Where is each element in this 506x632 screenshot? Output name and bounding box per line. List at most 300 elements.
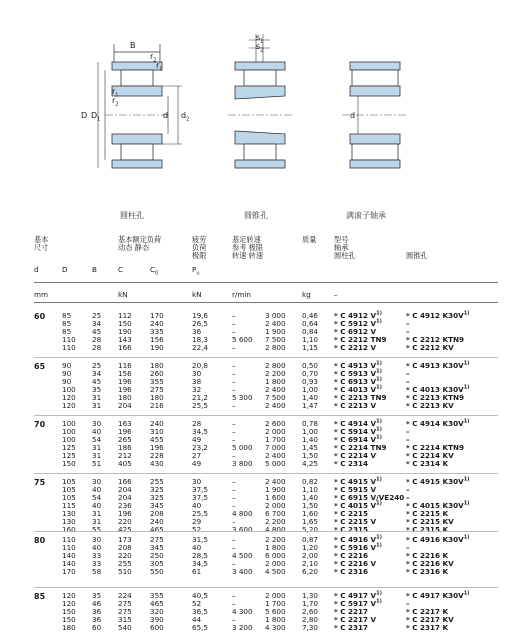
cell-c: 220: [118, 517, 132, 526]
cell-c: 163: [118, 419, 132, 428]
cell-designation-tapered: –: [406, 327, 410, 336]
cell-designation-cylindrical: * C 2212 V: [334, 343, 377, 352]
unit-rmin: r/min: [232, 290, 251, 299]
header-sym-c: C: [118, 265, 124, 274]
cell-pu: 19,6: [192, 311, 209, 320]
group-bore-diameter: 75: [34, 478, 46, 487]
cell-pu: 40: [192, 543, 202, 552]
cell-lim: 2 400: [265, 401, 286, 410]
cell-m: 6,20: [302, 567, 319, 576]
cell-c0: 355: [150, 591, 164, 600]
table-row: [0, 478, 506, 486]
cell-designation-tapered: * C 4915 $K30V^{1)}$: [406, 476, 470, 486]
cell-lim: 2 000: [265, 501, 286, 510]
cell-designation-tapered: * C 2214 KTN9: [406, 443, 465, 452]
cylindrical-bore-drawing: [0, 0, 200, 205]
cell-c: 315: [118, 615, 132, 624]
cell-designation-cylindrical: * C 2217 V: [334, 615, 377, 624]
cell-lim: 1 800: [265, 377, 286, 386]
cell-designation-tapered: –: [406, 377, 410, 386]
cell-c: 236: [118, 501, 132, 510]
group-bore-diameter: 80: [34, 536, 46, 545]
cell-c: 204: [118, 485, 132, 494]
cell-lim: 1 900: [265, 327, 286, 336]
cell-d: 125: [62, 443, 76, 452]
cell-lim: 6 000: [265, 551, 286, 560]
cell-d: 130: [62, 517, 76, 526]
cell-designation-tapered: * C 4917 $K30V^{1)}$: [406, 590, 470, 600]
cell-lim: 4 300: [265, 623, 286, 632]
cell-designation-tapered: * C 2217 K: [406, 607, 449, 616]
cell-c: 116: [118, 361, 132, 370]
cell-lim: 7 500: [265, 393, 286, 402]
cell-c0: 430: [150, 459, 164, 468]
cell-c0: 390: [150, 615, 164, 624]
table-row: [0, 624, 506, 632]
cell-designation-cylindrical: * C 4914 $V^{1)}$: [334, 418, 382, 428]
cell-d: 85: [62, 311, 72, 320]
cell-m: 1,15: [302, 343, 319, 352]
cell-pu: 25,5: [192, 401, 209, 410]
cell-ref: 5 300: [232, 393, 253, 402]
cell-pu: 49: [192, 459, 202, 468]
cell-c: 190: [118, 327, 132, 336]
cell-b: 54: [92, 493, 102, 502]
cell-designation-tapered: * C 2216 KV: [406, 559, 454, 568]
cell-ref: 5 600: [232, 335, 253, 344]
cell-ref: –: [232, 369, 236, 378]
cell-pu: 34,5: [192, 559, 209, 568]
cell-lim: 2 200: [265, 535, 286, 544]
table-row: [0, 402, 506, 410]
cell-c: 196: [118, 385, 132, 394]
cell-c: 510: [118, 567, 132, 576]
cell-d: 115: [62, 501, 76, 510]
cell-designation-tapered: * C 4015 $K30V^{1)}$: [406, 500, 470, 510]
cell-m: 1,40: [302, 393, 319, 402]
cell-d: 120: [62, 393, 76, 402]
cell-m: 1,40: [302, 435, 319, 444]
cell-ref: –: [232, 435, 236, 444]
cell-c: 196: [118, 509, 132, 518]
cell-pu: 52: [192, 599, 202, 608]
cell-c0: 305: [150, 559, 164, 568]
cell-d: 110: [62, 335, 76, 344]
cell-pu: 52: [192, 525, 202, 534]
cell-b: 31: [92, 517, 102, 526]
cell-designation-cylindrical: * C 2212 TN9: [334, 335, 387, 344]
caption-cylindrical-bore: 圆柱孔: [120, 211, 144, 220]
cell-b: 31: [92, 451, 102, 460]
cell-lim: 4 800: [265, 525, 286, 534]
cell-ref: –: [232, 493, 236, 502]
cell-c0: 170: [150, 311, 164, 320]
cell-c0: 240: [150, 517, 164, 526]
cell-m: 2,10: [302, 559, 319, 568]
unit-mm: mm: [34, 290, 49, 299]
cell-d: 100: [62, 419, 76, 428]
cell-c: 212: [118, 451, 132, 460]
cell-designation-cylindrical: * C 4912 $V^{1)}$: [334, 310, 382, 320]
cell-ref: –: [232, 451, 236, 460]
table-row: [0, 362, 506, 370]
header-sym-b: B: [92, 265, 97, 274]
tapered-bore-drawing: [200, 0, 330, 205]
dimension-d1-label: $D_1$: [91, 111, 101, 123]
cell-designation-cylindrical: * C 4917 $V^{1)}$: [334, 590, 382, 600]
cell-designation-cylindrical: * C 6915 V/VE240: [334, 493, 405, 502]
cell-designation-tapered: * C 2217 KV: [406, 615, 454, 624]
cell-ref: –: [232, 615, 236, 624]
cell-d: 100: [62, 427, 76, 436]
cell-designation-tapered: * C 2214 KV: [406, 451, 454, 460]
cell-m: 1,70: [302, 599, 319, 608]
cell-pu: 61: [192, 567, 202, 576]
cell-lim: 2 800: [265, 343, 286, 352]
cell-lim: 2 000: [265, 591, 286, 600]
cell-b: 45: [92, 377, 102, 386]
unit-dash: –: [334, 290, 338, 299]
cell-ref: 4 500: [232, 551, 253, 560]
cell-d: 85: [62, 319, 72, 328]
cell-m: 1,00: [302, 385, 319, 394]
cell-designation-cylindrical: * C 4916 $V^{1)}$: [334, 534, 382, 544]
cell-c: 425: [118, 525, 132, 534]
cell-d: 120: [62, 599, 76, 608]
cell-ref: –: [232, 385, 236, 394]
cell-m: 5,20: [302, 525, 319, 534]
cell-m: 2,00: [302, 551, 319, 560]
cell-designation-tapered: –: [406, 435, 410, 444]
cell-c: 196: [118, 377, 132, 386]
cell-b: 33: [92, 551, 102, 560]
cell-b: 34: [92, 319, 102, 328]
group-divider: [34, 415, 498, 416]
header-load-ratings: 基本额定负荷 动态 静态: [118, 235, 162, 252]
cell-pu: 37,5: [192, 493, 209, 502]
dimension-s1-label: $s_1$: [256, 33, 264, 45]
cell-designation-tapered: –: [406, 427, 410, 436]
cell-designation-cylindrical: * C 2214 V: [334, 451, 377, 460]
header-fatigue-load: 疲劳 负荷 极限: [192, 235, 207, 260]
unit-kn-fatigue: kN: [192, 290, 202, 299]
cell-b: 25: [92, 361, 102, 370]
cell-pu: 26,5: [192, 319, 209, 328]
cell-designation-cylindrical: * C 2317: [334, 623, 369, 632]
cell-m: 1,65: [302, 517, 319, 526]
cell-m: 1,00: [302, 427, 319, 436]
cell-m: 0,78: [302, 419, 319, 428]
cell-designation-tapered: * C 2316 K: [406, 567, 449, 576]
cell-lim: 1 700: [265, 435, 286, 444]
cell-d: 90: [62, 377, 72, 386]
cell-pu: 18,3: [192, 335, 209, 344]
cell-d: 160: [62, 525, 76, 534]
cell-b: 31: [92, 393, 102, 402]
dimension-d-outer-label: D: [81, 111, 88, 120]
cell-ref: –: [232, 501, 236, 510]
cell-designation-tapered: * C 2213 KV: [406, 401, 454, 410]
cell-c: 540: [118, 623, 132, 632]
figure-tapered-bore: [200, 0, 330, 225]
cell-c0: 240: [150, 419, 164, 428]
cell-lim: 2 200: [265, 369, 286, 378]
cell-c0: 345: [150, 501, 164, 510]
cell-designation-cylindrical: * C 2215: [334, 509, 369, 518]
cell-c0: 190: [150, 343, 164, 352]
cell-c0: 465: [150, 599, 164, 608]
cell-pu: 25,5: [192, 509, 209, 518]
cell-designation-tapered: –: [406, 599, 410, 608]
cell-designation-tapered: * C 2317 K: [406, 623, 449, 632]
cell-d: 110: [62, 543, 76, 552]
full-complement-drawing: [330, 0, 450, 205]
cell-c: 220: [118, 551, 132, 560]
cell-c0: 156: [150, 335, 164, 344]
cell-lim: 7 000: [265, 443, 286, 452]
cell-c: 173: [118, 535, 132, 544]
cell-lim: 3 000: [265, 311, 286, 320]
cell-designation-cylindrical: * C 2316: [334, 567, 369, 576]
cell-pu: 36: [192, 327, 202, 336]
cell-d: 120: [62, 401, 76, 410]
cell-d: 105: [62, 493, 76, 502]
header-sym-d: d: [34, 265, 39, 274]
cell-designation-cylindrical: * C 2314: [334, 459, 369, 468]
cell-m: 0,93: [302, 377, 319, 386]
cell-designation-tapered: * C 4013 $K30V^{1)}$: [406, 384, 470, 394]
dimension-r2-inner-label: $r_2$: [112, 96, 119, 108]
cell-d: 120: [62, 591, 76, 600]
table-row: [0, 486, 506, 494]
caption-full-complement: 满滚子轴承: [346, 211, 386, 220]
cell-designation-cylindrical: * C 4013 $V^{1)}$: [334, 384, 382, 394]
cell-designation-tapered: –: [406, 543, 410, 552]
cell-b: 46: [92, 599, 102, 608]
cell-designation-cylindrical: * C 6914 $V^{1)}$: [334, 434, 382, 444]
cell-m: 1,40: [302, 493, 319, 502]
cell-b: 40: [92, 485, 102, 494]
cell-pu: 21,2: [192, 393, 209, 402]
cell-ref: –: [232, 517, 236, 526]
cell-c: 112: [118, 311, 132, 320]
cell-pu: 30: [192, 369, 202, 378]
unit-kn-load: kN: [118, 290, 128, 299]
cell-pu: 28,5: [192, 551, 209, 560]
cell-b: 30: [92, 535, 102, 544]
cell-b: 54: [92, 435, 102, 444]
cell-m: 1,45: [302, 443, 319, 452]
cell-designation-tapered: –: [406, 485, 410, 494]
dimension-r1-inner-label: $r_1$: [112, 87, 119, 99]
cell-ref: –: [232, 599, 236, 608]
cell-lim: 7 500: [265, 335, 286, 344]
table-row: [0, 526, 506, 534]
figure-cylindrical-bore: [0, 0, 200, 225]
cell-c: 204: [118, 493, 132, 502]
cell-d: 130: [62, 509, 76, 518]
cell-pu: 40: [192, 501, 202, 510]
cell-c0: 325: [150, 485, 164, 494]
cell-lim: 5 600: [265, 607, 286, 616]
cell-m: 1,10: [302, 485, 319, 494]
cell-ref: –: [232, 427, 236, 436]
cell-c: 275: [118, 599, 132, 608]
cell-ref: –: [232, 319, 236, 328]
cell-c: 255: [118, 559, 132, 568]
cell-m: 0,46: [302, 311, 319, 320]
cell-ref: –: [232, 591, 236, 600]
cell-designation-tapered: –: [406, 493, 410, 502]
dimension-bore-d-label: d: [163, 111, 169, 120]
cell-d: 110: [62, 535, 76, 544]
cell-m: 0,64: [302, 319, 319, 328]
header-mass: 质量: [302, 235, 317, 244]
cell-c: 208: [118, 543, 132, 552]
cell-designation-cylindrical: * C 6913 $V^{1)}$: [334, 376, 382, 386]
cell-d: 110: [62, 343, 76, 352]
cell-m: 1,20: [302, 543, 319, 552]
cell-d: 150: [62, 607, 76, 616]
cell-designation-tapered: * C 2216 K: [406, 551, 449, 560]
cell-c0: 310: [150, 427, 164, 436]
header-sym-pu: $P_u$: [192, 265, 200, 277]
cell-lim: 1 800: [265, 615, 286, 624]
cell-pu: 32: [192, 385, 202, 394]
cell-pu: 27: [192, 451, 202, 460]
group-bore-diameter: 60: [34, 312, 46, 321]
cell-b: 51: [92, 459, 102, 468]
cell-pu: 23,2: [192, 443, 209, 452]
group-divider: [34, 531, 498, 532]
cell-ref: 4 800: [232, 509, 253, 518]
cell-pu: 49: [192, 435, 202, 444]
header-speed-ratings: 基定转速 参考 极限 转速 转速: [232, 235, 264, 260]
cell-b: 58: [92, 567, 102, 576]
cell-b: 31: [92, 401, 102, 410]
cell-lim: 1 800: [265, 543, 286, 552]
cell-c: 150: [118, 319, 132, 328]
cell-c0: 320: [150, 607, 164, 616]
group-bore-diameter: 70: [34, 420, 46, 429]
cell-designation-tapered: * C 2212 KV: [406, 343, 454, 352]
cell-d: 85: [62, 327, 72, 336]
cell-designation-tapered: * C 2314 K: [406, 459, 449, 468]
cell-lim: 4 500: [265, 567, 286, 576]
cell-lim: 5 000: [265, 459, 286, 468]
cell-designation-tapered: * C 2212 KTN9: [406, 335, 465, 344]
cell-c: 166: [118, 477, 132, 486]
cell-ref: 3 800: [232, 459, 253, 468]
cell-ref: –: [232, 559, 236, 568]
dimension-b-label: B: [130, 41, 136, 50]
cell-c0: 275: [150, 385, 164, 394]
cell-designation-cylindrical: * C 2213 V: [334, 401, 377, 410]
cell-designation-tapered: –: [406, 319, 410, 328]
cell-c0: 216: [150, 401, 164, 410]
cell-pu: 36,5: [192, 607, 209, 616]
cell-d: 140: [62, 551, 76, 560]
cell-pu: 65,5: [192, 623, 209, 632]
cell-b: 40: [92, 427, 102, 436]
cell-c: 180: [118, 393, 132, 402]
cell-designation-cylindrical: * C 4015 $V^{1)}$: [334, 500, 382, 510]
cell-pu: 28: [192, 419, 202, 428]
cell-pu: 31,5: [192, 535, 209, 544]
cell-designation-cylindrical: * C 5912 $V^{1)}$: [334, 318, 382, 328]
cell-designation-cylindrical: * C 5915 V: [334, 485, 377, 494]
cell-c0: 250: [150, 551, 164, 560]
header-main-dims: 基本 尺寸: [34, 235, 49, 252]
cell-designation-tapered: * C 4912 $K30V^{1)}$: [406, 310, 470, 320]
cell-lim: 1 700: [265, 599, 286, 608]
cell-m: 2,80: [302, 615, 319, 624]
cell-lim: 6 700: [265, 509, 286, 518]
dimension-r1-label: $r_1$: [156, 61, 163, 73]
cell-lim: 2 000: [265, 559, 286, 568]
cell-d: 125: [62, 451, 76, 460]
cell-m: 0,84: [302, 327, 319, 336]
cell-designation-tapered: –: [406, 369, 410, 378]
table-row: [0, 568, 506, 576]
table-row: [0, 320, 506, 328]
cell-b: 40: [92, 501, 102, 510]
group-divider: [34, 357, 498, 358]
cell-c: 196: [118, 427, 132, 436]
cell-ref: –: [232, 311, 236, 320]
cell-designation-tapered: * C 2213 KTN9: [406, 393, 465, 402]
cell-c0: 255: [150, 477, 164, 486]
header-divider: [34, 282, 498, 283]
cell-b: 36: [92, 607, 102, 616]
cell-b: 31: [92, 443, 102, 452]
cell-c0: 465: [150, 525, 164, 534]
header-designation: 型号 轴承 圆柱孔: [334, 235, 356, 260]
cell-pu: 40,5: [192, 591, 209, 600]
cell-designation-tapered: * C 4913 $K30V^{1)}$: [406, 360, 470, 370]
cell-c: 204: [118, 401, 132, 410]
cell-d: 140: [62, 559, 76, 568]
cell-designation-cylindrical: * C 2216: [334, 551, 369, 560]
cell-c0: 260: [150, 369, 164, 378]
cell-ref: –: [232, 477, 236, 486]
cell-designation-cylindrical: * C 2315: [334, 525, 369, 534]
cell-c: 224: [118, 591, 132, 600]
cell-pu: 22,4: [192, 343, 209, 352]
cell-b: 34: [92, 369, 102, 378]
dimension-r2-label: $r_2$: [150, 52, 157, 64]
cell-ref: –: [232, 401, 236, 410]
cell-lim: 2 400: [265, 385, 286, 394]
cell-b: 30: [92, 477, 102, 486]
header-sym-outer-d: D: [62, 265, 68, 274]
cell-lim: 2 400: [265, 451, 286, 460]
cell-c0: 335: [150, 327, 164, 336]
cell-c0: 455: [150, 435, 164, 444]
cell-b: 60: [92, 623, 102, 632]
cell-m: 1,50: [302, 451, 319, 460]
cell-lim: 1 900: [265, 485, 286, 494]
cell-ref: –: [232, 327, 236, 336]
cell-c0: 325: [150, 493, 164, 502]
cell-m: 1,50: [302, 501, 319, 510]
dimension-d2-label: $d_2$: [181, 111, 190, 123]
caption-tapered-bore: 圆锥孔: [244, 211, 268, 220]
cell-d: 100: [62, 385, 76, 394]
cell-c: 143: [118, 335, 132, 344]
cell-ref: 4 300: [232, 607, 253, 616]
cell-lim: 2 000: [265, 427, 286, 436]
